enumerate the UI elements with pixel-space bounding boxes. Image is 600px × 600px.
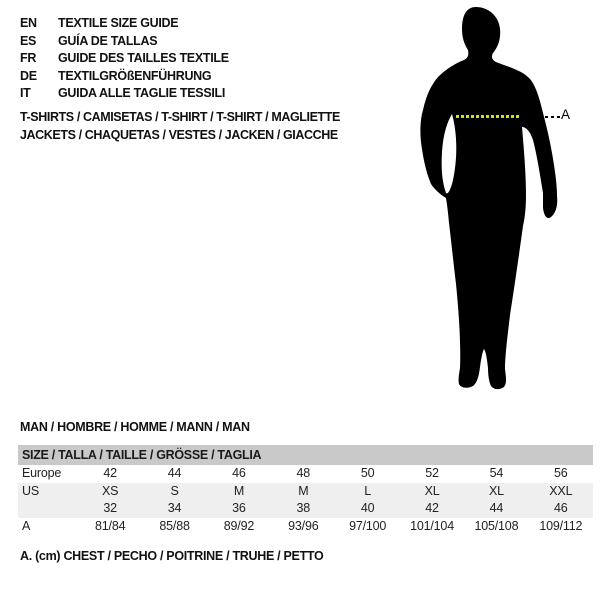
table-cell: 97/100 xyxy=(349,518,387,533)
table-cell: XL xyxy=(424,483,440,498)
lang-code: EN xyxy=(20,16,37,30)
table-cell: M xyxy=(298,483,309,498)
table-cell: L xyxy=(364,483,372,498)
lang-label: TEXTILGRÖßENFÜHRUNG xyxy=(58,68,212,83)
category-jackets: JACKETS / CHAQUETAS / VESTES / JACKEN / GIACCHE xyxy=(20,127,338,142)
table-cell: 56 xyxy=(554,466,568,480)
lang-row-de xyxy=(20,68,229,86)
table-cell: 42 xyxy=(103,466,117,480)
table-row-us xyxy=(18,483,593,501)
lang-code: ES xyxy=(20,33,37,48)
lang-row-en xyxy=(20,15,229,33)
category-tshirts: T-SHIRTS / CAMISETAS / T-SHIRT / T-SHIRT / MAGLIETTE xyxy=(20,110,340,124)
measure-label-a: A xyxy=(561,107,571,122)
table-cell: 34 xyxy=(167,501,182,515)
table-cell: 101/104 xyxy=(410,518,454,533)
table-cell: 46 xyxy=(554,501,568,515)
lang-code: IT xyxy=(20,86,31,100)
lang-row-fr xyxy=(20,50,229,68)
table-cell: 85/88 xyxy=(159,518,190,533)
lang-label: TEXTILE SIZE GUIDE xyxy=(58,16,179,30)
table-cell: XS xyxy=(102,483,119,498)
lang-label: GUÍA DE TALLAS xyxy=(58,33,158,48)
table-cell: 48 xyxy=(296,466,311,480)
man-silhouette-figure xyxy=(400,0,575,395)
section-title-man: MAN / HOMBRE / HOMME / MANN / MAN xyxy=(20,420,250,434)
category-lines xyxy=(20,109,340,144)
size-table-header: SIZE / TALLA / TAILLE / GRÖSSE / TAGLIA xyxy=(18,445,593,465)
table-cell: 81/84 xyxy=(95,518,126,533)
row-label: Europe xyxy=(22,466,62,480)
table-cell: 44 xyxy=(489,501,504,515)
table-cell: M xyxy=(233,483,245,498)
table-cell: 54 xyxy=(489,466,504,480)
language-guide-list xyxy=(20,15,229,103)
table-row-chest-cm xyxy=(18,518,593,536)
lang-label: GUIDE DES TAILLES TEXTILE xyxy=(58,51,229,65)
table-cell: 38 xyxy=(296,501,311,515)
table-cell: 40 xyxy=(360,501,375,515)
lang-code: FR xyxy=(20,51,37,65)
footnote-chest-measure: A. (cm) CHEST / PECHO / POITRINE / TRUHE / PETTO xyxy=(20,549,324,563)
size-table xyxy=(18,445,593,535)
table-cell: 109/112 xyxy=(539,518,583,533)
row-label xyxy=(18,500,78,518)
table-cell: 44 xyxy=(167,466,182,480)
table-cell: 93/96 xyxy=(288,518,319,533)
table-row-europe xyxy=(18,465,593,483)
table-cell: 32 xyxy=(103,501,117,515)
table-cell: 52 xyxy=(425,466,439,480)
table-cell: 46 xyxy=(232,466,246,480)
lang-row-es xyxy=(20,33,229,51)
table-cell: 36 xyxy=(232,501,246,515)
table-cell: 50 xyxy=(360,466,375,480)
lang-row-it xyxy=(20,85,229,103)
table-cell: XL xyxy=(488,483,504,498)
table-cell: 105/108 xyxy=(474,518,519,533)
table-cell: XXL xyxy=(549,483,573,498)
lang-code: DE xyxy=(20,68,37,83)
row-label: A xyxy=(22,518,31,533)
table-row-numeric xyxy=(18,500,593,518)
table-cell: 42 xyxy=(425,501,439,515)
lang-label: GUIDA ALLE TAGLIE TESSILI xyxy=(58,86,226,100)
row-label: US xyxy=(22,483,39,498)
table-cell: 89/92 xyxy=(223,518,255,533)
table-cell: S xyxy=(170,483,179,498)
man-silhouette xyxy=(420,7,557,389)
